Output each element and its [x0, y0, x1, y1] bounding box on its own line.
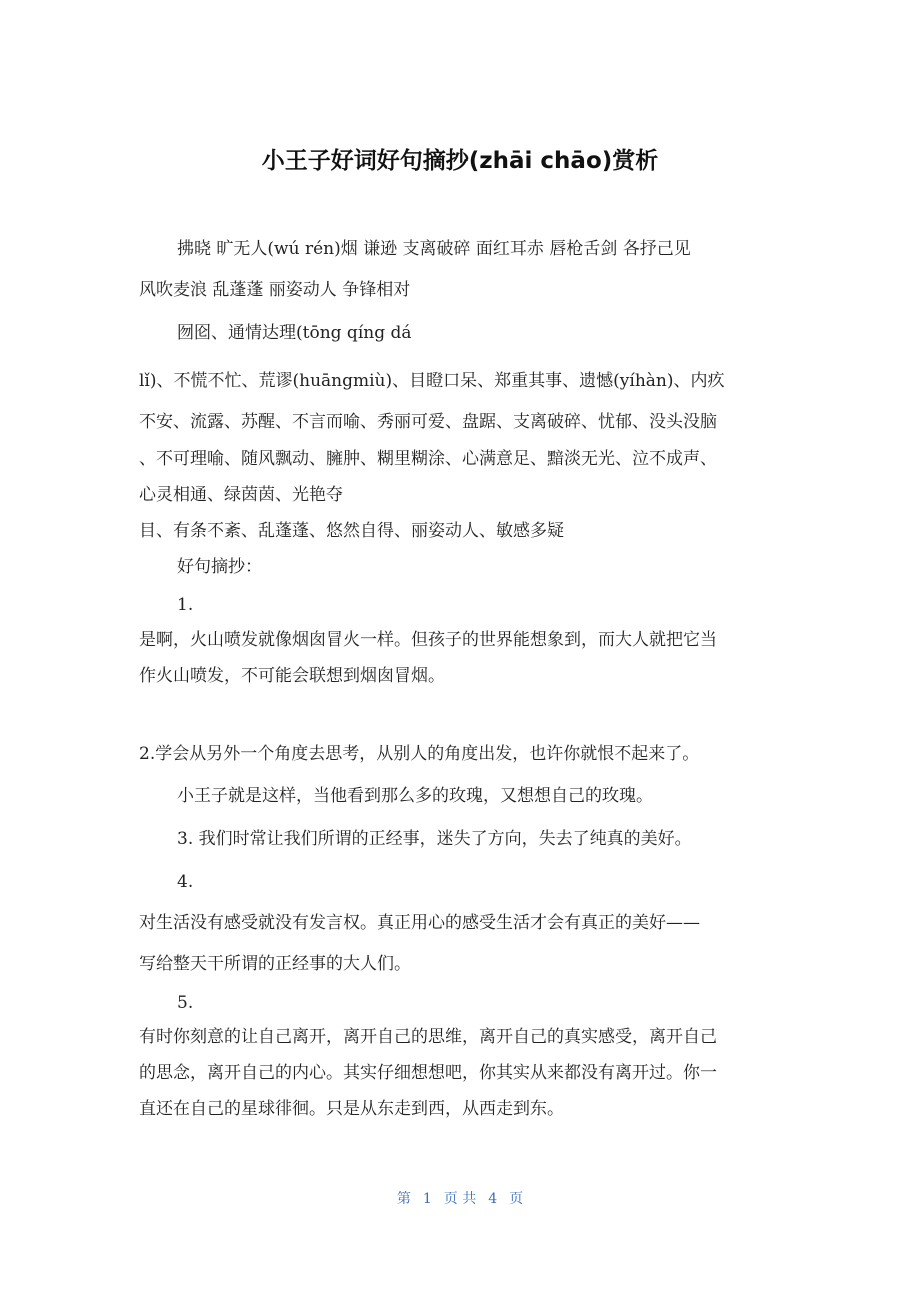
- page-label: 第: [396, 1191, 411, 1207]
- text-line: lǐ)、不慌不忙、荒谬(huāngmiù)、目瞪口呆、郑重其事、遗憾(yíhàn)、内疚: [139, 371, 725, 391]
- text-line: 直还在自己的星球徘徊。只是从东走到西，从西走到东。: [139, 1099, 564, 1119]
- pages-suffix: 页: [509, 1191, 524, 1207]
- text-line: 、不可理喻、随风飘动、臃肿、糊里糊涂、心满意足、黯淡无光、泣不成声、: [139, 449, 717, 469]
- page-number: 1: [422, 1191, 432, 1207]
- item-number: 5.: [177, 993, 194, 1013]
- text-line: 的思念，离开自己的内心。其实仔细想想吧，你其实从来都没有离开过。你一: [139, 1063, 717, 1083]
- text-line: 作火山喷发，不可能会联想到烟囱冒烟。: [139, 666, 445, 686]
- of-label: 页 共: [443, 1191, 477, 1207]
- text-line: 对生活没有感受就没有发言权。真正用心的感受生活才会有真正的美好——: [139, 913, 700, 933]
- total-pages: 4: [488, 1191, 498, 1207]
- text-line: 目、有条不紊、乱蓬蓬、悠然自得、丽姿动人、敏感多疑: [139, 521, 564, 541]
- text-line: 风吹麦浪 乱蓬蓬 丽姿动人 争锋相对: [139, 280, 411, 300]
- text-line: 3. 我们时常让我们所谓的正经事，迷失了方向，失去了纯真的美好。: [177, 829, 692, 849]
- section-heading: 好句摘抄：: [177, 557, 262, 577]
- text-line: 拂晓 旷无人(wú rén)烟 谦逊 支离破碎 面红耳赤 唇枪舌剑 各抒己见: [177, 239, 691, 259]
- item-number: 4.: [177, 872, 194, 892]
- text-line: 2.学会从另外一个角度去思考，从别人的角度出发，也许你就恨不起来了。: [139, 744, 700, 764]
- document-title: 小王子好词好句摘抄(zhāi chāo)赏析: [261, 148, 659, 174]
- text-line: 小王子就是这样，当他看到那么多的玫瑰，又想想自己的玫瑰。: [177, 786, 653, 806]
- text-line: 囫囵、通情达理(tōng qíng dá: [177, 323, 412, 343]
- text-line: 有时你刻意的让自己离开，离开自己的思维，离开自己的真实感受，离开自己: [139, 1027, 717, 1047]
- text-line: 是啊，火山喷发就像烟囱冒火一样。但孩子的世界能想象到，而大人就把它当: [139, 630, 717, 650]
- item-number: 1.: [177, 595, 194, 615]
- text-line: 心灵相通、绿茵茵、光艳夺: [139, 485, 343, 505]
- page-footer: [0, 1188, 920, 1208]
- text-line: 写给整天干所谓的正经事的大人们。: [139, 954, 411, 974]
- text-line: 不安、流露、苏醒、不言而喻、秀丽可爱、盘踞、支离破碎、忧郁、没头没脑: [139, 412, 717, 432]
